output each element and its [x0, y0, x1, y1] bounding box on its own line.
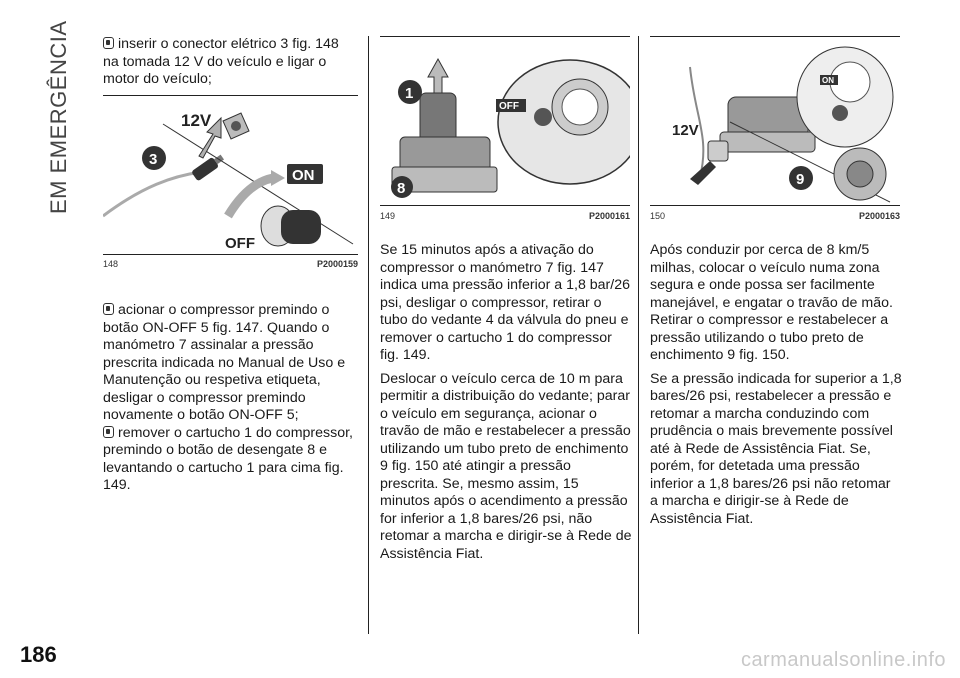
figure-number: 150	[650, 211, 666, 221]
paragraph: Deslocar o veículo cerca de 10 m para permitir a distribuição do vedante; parar o veículo em segurança, acionar o travão de mão e restabelecer a pressão utilizando um tubo preto de enchimento 9 fig. 150 até atingir a pressão prescrita. Se, mesmo assim, 15 minutos após o acendimento a pressão for inferior a 1,8 bares/26 psi, não retomar a marcha e dirigir-se à Rede de Assistência Fiat.	[380, 370, 632, 562]
paragraph: Se 15 minutos após a ativação do compressor o manómetro 7 fig. 147 indica uma pressão inferior a 1,8 bar/26 psi, desligar o compressor, retirar o tubo do vedante 4 da válvula do pneu e remover o cartucho 1 do compressor fig. 149.	[380, 242, 630, 363]
column-3-text	[650, 242, 902, 534]
figure-149	[380, 36, 630, 206]
bullet-icon	[103, 426, 114, 438]
column-1-bottom	[103, 302, 358, 501]
figure-code: P2000163	[858, 211, 900, 221]
label-on: ON	[822, 76, 834, 85]
paragraph: inserir o conector elétrico 3 fig. 148 na tomada 12 V do veículo e ligar o motor do veículo;	[103, 36, 339, 87]
label-off: OFF	[225, 235, 255, 252]
label-12v: 12V	[672, 122, 699, 139]
figure-150-caption	[650, 211, 900, 223]
paragraph: Se a pressão indicada for superior a 1,8 bares/26 psi, restabelecer a pressão e retomar a marcha conduzindo com prudência o mais brevemente possível até à Rede de Assistência Fiat. Se, porém, for detetada uma pressão inferior a 1,8 bares/26 psi não retomar a marcha e dirigir-se à Rede de Assistência Fiat.	[650, 370, 902, 527]
figure-code: P2000161	[588, 211, 630, 221]
label-on: ON	[292, 167, 315, 184]
figure-number: 148	[103, 259, 119, 269]
column-divider-2	[638, 36, 639, 634]
label-1: 1	[405, 85, 414, 102]
paragraph: Após conduzir por cerca de 8 km/5 milhas, colocar o veículo numa zona segura e onde possa ser facilmente manejável, e engatar o travão de mão. Retirar o compressor e restabelecer a pressão utilizando o tubo preto de enchimento 9 fig. 150.	[650, 242, 893, 363]
paragraph: acionar o compressor premindo o botão ON-OFF 5 fig. 147. Quando o manómetro 7 assinalar a pressão prescrita indicada no Manual de Uso e Manutenção ou respetiva etiqueta, desligar o compressor premindo novamente o botão ON-OFF 5;	[103, 302, 346, 423]
watermark: carmanualsonline.info	[740, 649, 946, 671]
paragraph: remover o cartucho 1 do compressor, premindo o botão de desengate 8 e levantando o cartucho 1 para cima fig. 149.	[103, 424, 353, 493]
label-3: 3	[149, 151, 158, 168]
column-2-text	[380, 242, 632, 569]
bullet-icon	[103, 303, 114, 315]
column-1-top	[103, 36, 358, 95]
figure-code: P2000159	[316, 259, 358, 269]
figure-148	[103, 95, 358, 255]
label-off: OFF	[499, 101, 519, 112]
bullet-icon	[103, 37, 114, 49]
label-12v: 12V	[181, 111, 212, 130]
figure-number: 149	[380, 211, 396, 221]
figure-150	[650, 36, 900, 206]
compressor-plug-illustration	[103, 96, 358, 255]
figure-148-caption	[103, 259, 358, 271]
compressor-inflation-illustration	[650, 37, 900, 206]
compressor-cartridge-illustration	[380, 37, 630, 206]
figure-149-caption	[380, 211, 630, 223]
label-8: 8	[397, 180, 406, 197]
column-divider-1	[368, 36, 369, 634]
section-title: EM EMERGÊNCIA	[46, 20, 71, 214]
page-number: 186	[20, 642, 57, 667]
label-9: 9	[796, 171, 805, 188]
